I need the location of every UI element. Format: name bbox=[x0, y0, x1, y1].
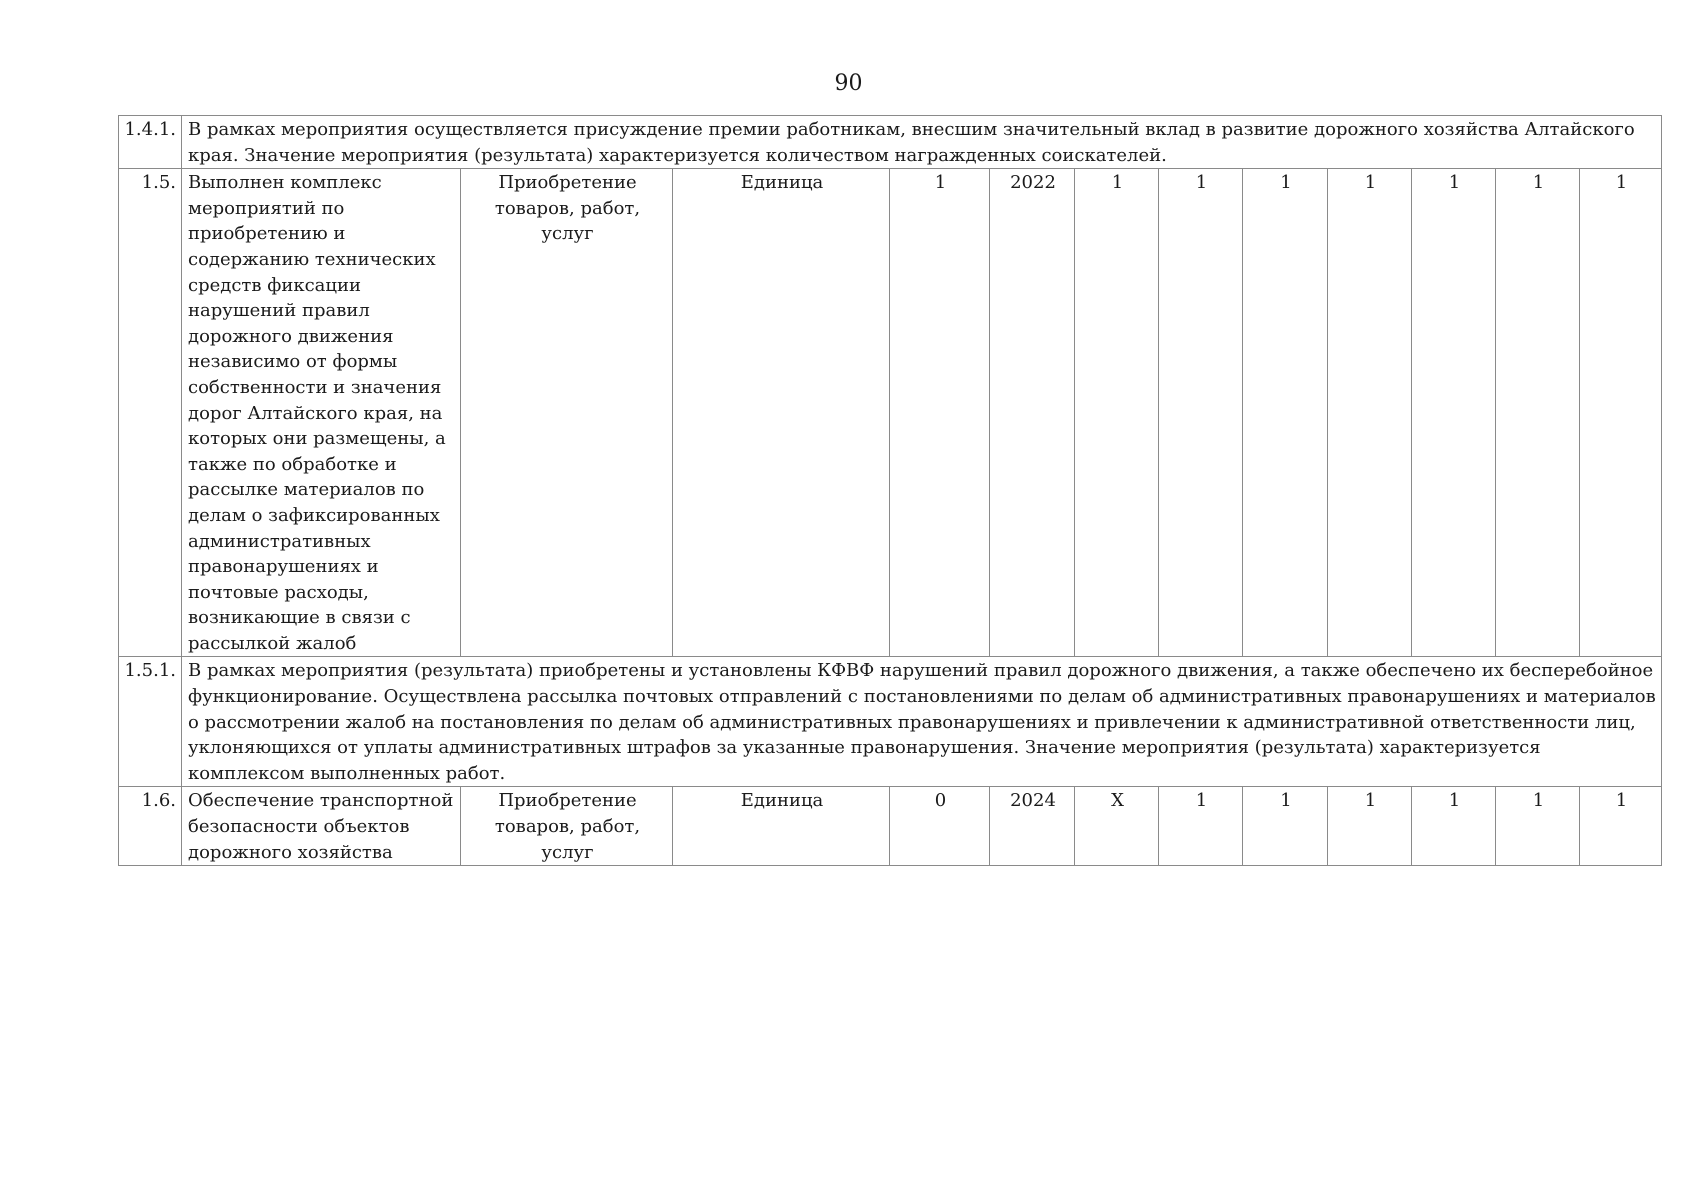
measure-name: Обеспечение транспортной безопасности объектов дорожного хозяйства bbox=[182, 787, 461, 866]
year-value: 1 bbox=[1412, 787, 1496, 866]
year-value: 1 bbox=[1243, 787, 1328, 866]
year-value: 1 bbox=[1328, 169, 1412, 657]
year-value: Х bbox=[1075, 787, 1159, 866]
row-number: 1.5. bbox=[119, 169, 182, 657]
year-value: 1 bbox=[1496, 787, 1580, 866]
year-value: 1 bbox=[1496, 169, 1580, 657]
page-number: 90 bbox=[834, 71, 863, 96]
measure-unit: Единица bbox=[673, 787, 890, 866]
row-number: 1.5.1. bbox=[119, 657, 182, 787]
table-row bbox=[119, 657, 1662, 787]
base-value: 0 bbox=[890, 787, 990, 866]
measure-type: Приобретение товаров, работ, услуг bbox=[461, 169, 673, 657]
measure-type: Приобретение товаров, работ, услуг bbox=[461, 787, 673, 866]
table-row bbox=[119, 116, 1662, 169]
base-year: 2024 bbox=[990, 787, 1075, 866]
year-value: 1 bbox=[1243, 169, 1328, 657]
row-number: 1.4.1. bbox=[119, 116, 182, 169]
table-row bbox=[119, 169, 1662, 657]
year-value: 1 bbox=[1159, 787, 1243, 866]
table-row bbox=[119, 787, 1662, 866]
row-description: В рамках мероприятия (результата) приобретены и установлены КФВФ нарушений правил дорожного движения, а также обеспечено их бесперебойное функционирование. Осуществлена рассылка почтовых отправлений с постановлениями по делам об административных правонарушениях и материалов о рассмотрении жалоб на постановления по делам об административных правонарушениях и привлечении к административной ответственности лиц, уклоняющихся от уплаты административных штрафов за указанные правонарушения. Значение мероприятия (результата) характеризуется комплексом выполненных работ. bbox=[182, 657, 1662, 787]
measure-name: Выполнен комплекс мероприятий по приобретению и содержанию технических средств фиксации нарушений правил дорожного движения независимо от формы собственности и значения дорог Алтайского края, на которых они размещены, а также по обработке и рассылке материалов по делам о зафиксированных административных правонарушениях и почтовые расходы, возникающие в связи с рассылкой жалоб bbox=[182, 169, 461, 657]
year-value: 1 bbox=[1580, 787, 1662, 866]
row-description: В рамках мероприятия осуществляется присуждение премии работникам, внесшим значительный вклад в развитие дорожного хозяйства Алтайского края. Значение мероприятия (результата) характеризуется количеством награжденных соискателей. bbox=[182, 116, 1662, 169]
row-number: 1.6. bbox=[119, 787, 182, 866]
base-value: 1 bbox=[890, 169, 990, 657]
measures-table bbox=[118, 115, 1662, 866]
year-value: 1 bbox=[1580, 169, 1662, 657]
year-value: 1 bbox=[1075, 169, 1159, 657]
measure-unit: Единица bbox=[673, 169, 890, 657]
year-value: 1 bbox=[1412, 169, 1496, 657]
year-value: 1 bbox=[1159, 169, 1243, 657]
base-year: 2022 bbox=[990, 169, 1075, 657]
year-value: 1 bbox=[1328, 787, 1412, 866]
